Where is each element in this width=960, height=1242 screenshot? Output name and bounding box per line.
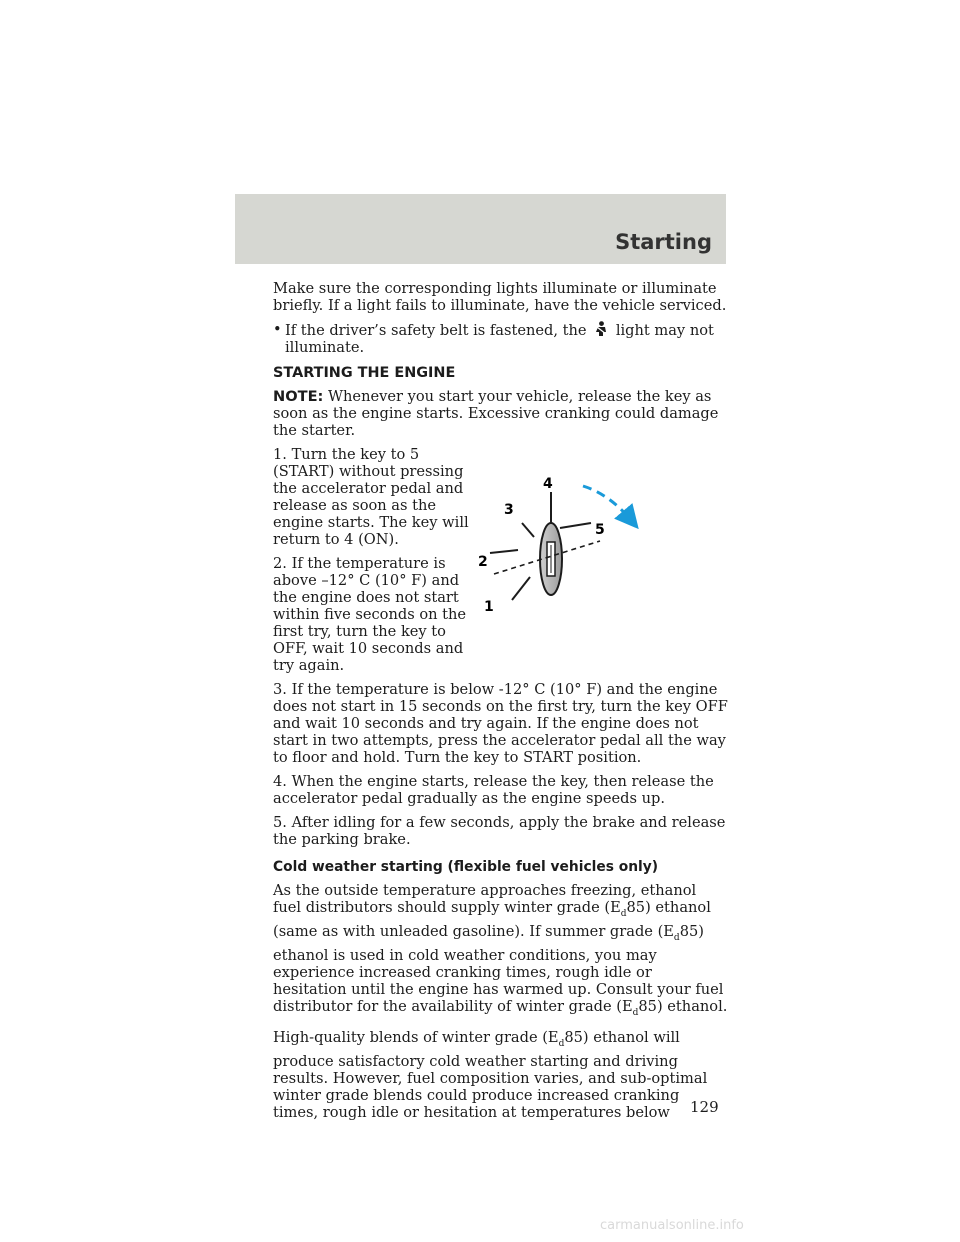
step-2: 2. If the temperature is above –12° C (10° F) and the engine does not start within five seconds on the first try, turn the key to OFF, wait 10 seconds and try again. [273, 555, 467, 674]
steps-beside-diagram [273, 446, 476, 681]
cold-weather-paragraph-2 [273, 1029, 728, 1121]
label-4: 4 [543, 476, 553, 492]
cw1-part-b: 85) ethanol (same as with unleaded gasoline). If summer grade (E [273, 899, 711, 940]
subscript-d: d [558, 1038, 565, 1049]
bullet-text-after: light may not illuminate. [285, 322, 714, 356]
step-4: 4. When the engine starts, release the key, then release the accelerator pedal gradually as the engine speeds up. [273, 773, 714, 807]
intro-paragraph: Make sure the corresponding lights illuminate or illuminate briefly. If a light fails to illuminate, have the vehicle serviced. [273, 280, 727, 314]
note-paragraph [273, 388, 728, 439]
cold-weather-heading: Cold weather starting (flexible fuel vehicles only) [273, 859, 659, 875]
cw2-part-b: 85) ethanol will produce satisfactory cold weather starting and driving results. However, fuel composition varies, and sub-optimal winter grade blends could produce increased cranking times, rough idle or hesitation at temperatures below [273, 1028, 708, 1121]
cw1-part-d: 85) ethanol. [638, 997, 728, 1015]
label-2: 2 [478, 554, 488, 570]
bullet-text-before: If the driver’s safety belt is fastened, the [285, 322, 587, 339]
section-title: Starting [615, 230, 712, 254]
note-label: NOTE: [273, 388, 324, 405]
label-5: 5 [595, 522, 605, 538]
subscript-d: d [632, 1007, 639, 1018]
watermark: carmanualsonline.info [600, 1218, 744, 1233]
cw1-part-a: As the outside temperature approaches freezing, ethanol fuel distributors should supply winter grade (E [273, 882, 697, 916]
cw2-part-a: High-quality blends of winter grade (E [273, 1028, 559, 1046]
page-number: 129 [690, 1098, 719, 1116]
cw1-part-c: 85) ethanol is used in cold weather conditions, you may experience increased cranking times, rough idle or hesitation until the engine has warmed up. Consult your fuel distributor for the availability of winter grade (E [273, 922, 724, 1015]
start-arrow [583, 486, 631, 520]
subscript-d: d [620, 908, 627, 919]
label-1: 1 [484, 599, 494, 615]
subscript-d: d [673, 932, 680, 943]
step-diagram-row [273, 446, 728, 681]
step-5: 5. After idling for a few seconds, apply the brake and release the parking brake. [273, 814, 726, 848]
label-3: 3 [504, 502, 514, 518]
step-1: 1. Turn the key to 5 (START) without pressing the accelerator pedal and release as soon as the engine starts. The key will return to 4 (ON). [273, 446, 469, 548]
seatbelt-bullet [273, 321, 728, 356]
bullet-dot: • [273, 321, 282, 338]
cold-weather-paragraph-1 [273, 882, 728, 1022]
step-3: 3. If the temperature is below -12° C (10° F) and the engine does not start in 15 seconds on the first try, turn the key OFF and wait 10 seconds and try again. If the engine does not start in two attempts, press the accelerator pedal all the way to floor and hold. Turn the key to START position. [273, 681, 728, 766]
seatbelt-person-icon [593, 321, 609, 338]
note-text: Whenever you start your vehicle, release the key as soon as the engine starts. Excessive cranking could damage the starter. [273, 388, 719, 439]
ignition-key-diagram [476, 446, 726, 616]
page-content [273, 280, 728, 1128]
section-heading: STARTING THE ENGINE [273, 365, 456, 381]
section-header-band [235, 194, 726, 264]
